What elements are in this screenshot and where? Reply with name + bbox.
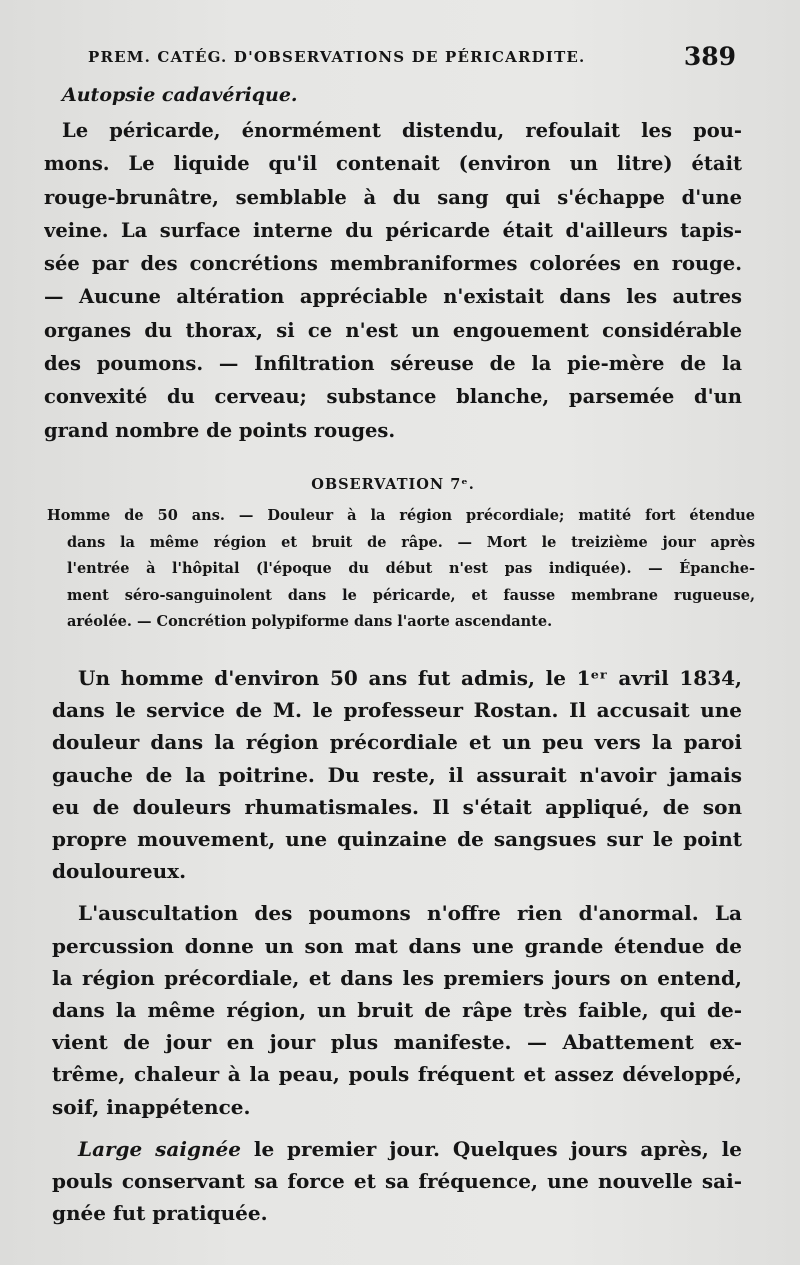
autopsy-paragraph bbox=[44, 114, 742, 447]
text-line: dans la même région, un bruit de râpe très faible, qui de- bbox=[52, 997, 742, 1022]
text-line: gnée fut pratiquée. bbox=[52, 1201, 268, 1226]
text-line: percussion donne un son mat dans une grande étendue de bbox=[52, 933, 742, 958]
summary-line: aréolée. — Concrétion polypiforme dans l'aorte ascendante. bbox=[67, 613, 553, 631]
page-header bbox=[88, 44, 736, 78]
line-text: le premier jour. Quelques jours après, le bbox=[240, 1136, 742, 1161]
text-line: pouls conservant sa force et sa fréquence, une nouvelle sai- bbox=[52, 1168, 742, 1193]
text-line: vient de jour en jour plus manifeste. — Abattement ex- bbox=[52, 1030, 742, 1055]
text-line: Un homme d'environ 50 ans fut admis, le 1ᵉʳ avril 1834, bbox=[78, 665, 742, 690]
text-line: dans le service de M. le professeur Rostan. Il accusait une bbox=[52, 698, 742, 723]
text-line: eu de douleurs rhumatismales. Il s'était appliqué, de son bbox=[52, 794, 742, 819]
text-line: grand nombre de points rouges. bbox=[44, 418, 396, 442]
text-line: — Aucune altération appréciable n'existait dans les autres bbox=[44, 285, 742, 309]
text-line: L'auscultation des poumons n'offre rien d'anormal. La bbox=[78, 901, 742, 926]
text-line: la région précordiale, et dans les premiers jours on entend, bbox=[52, 965, 742, 990]
body-paragraph-3 bbox=[52, 1133, 742, 1230]
summary-line: ment séro-sanguinolent dans le péricarde, et fausse membrane rugueuse, bbox=[67, 586, 755, 604]
observation-summary bbox=[47, 503, 755, 636]
body-paragraph-1 bbox=[52, 662, 742, 887]
page-number: 389 bbox=[683, 42, 736, 71]
summary-line: Homme de 50 ans. — Douleur à la région précordiale; matité fort étendue bbox=[47, 506, 755, 524]
summary-line: dans la même région et bruit de râpe. — Mort le treizième jour après bbox=[67, 533, 755, 551]
text-line: des poumons. — Infiltration séreuse de la pie-mère de la bbox=[44, 352, 742, 376]
text-line: propre mouvement, une quinzaine de sangsues sur le point bbox=[52, 826, 742, 851]
summary-line: l'entrée à l'hôpital (l'époque du début n'est pas indiquée). — Épanche- bbox=[67, 560, 755, 578]
observation-title: OBSERVATION 7ᵉ. bbox=[311, 475, 475, 493]
italic-phrase: Large saignée bbox=[78, 1136, 241, 1161]
text-line: soif, inappétence. bbox=[52, 1094, 251, 1119]
text-line: douleur dans la région précordiale et un peu vers la paroi bbox=[52, 730, 742, 755]
text-line: convexité du cerveau; substance blanche, parsemée d'un bbox=[44, 385, 742, 409]
text-line: trême, chaleur à la peau, pouls fréquent et assez développé, bbox=[52, 1062, 742, 1087]
text-line: douloureux. bbox=[52, 859, 187, 884]
page-content bbox=[44, 84, 755, 1229]
text-line: gauche de la poitrine. Du reste, il assurait n'avoir jamais bbox=[52, 762, 742, 787]
text-line: mons. Le liquide qu'il contenait (environ un litre) était bbox=[44, 152, 742, 176]
text-line: sée par des concrétions membraniformes colorées en rouge. bbox=[44, 252, 742, 276]
section-heading: Autopsie cadavérique. bbox=[62, 84, 298, 106]
running-head: PREM. CATÉG. D'OBSERVATIONS DE PÉRICARDITE. bbox=[88, 48, 586, 66]
body-paragraph-2 bbox=[52, 897, 742, 1122]
text-line: veine. La surface interne du péricarde était d'ailleurs tapis- bbox=[44, 218, 742, 242]
text-line: organes du thorax, si ce n'est un engouement considérable bbox=[44, 318, 742, 342]
text-line bbox=[52, 1133, 742, 1165]
text-line: Le péricarde, énormément distendu, refoulait les pou- bbox=[62, 119, 742, 142]
text-line: rouge-brunâtre, semblable à du sang qui s'échappe d'une bbox=[44, 185, 742, 209]
